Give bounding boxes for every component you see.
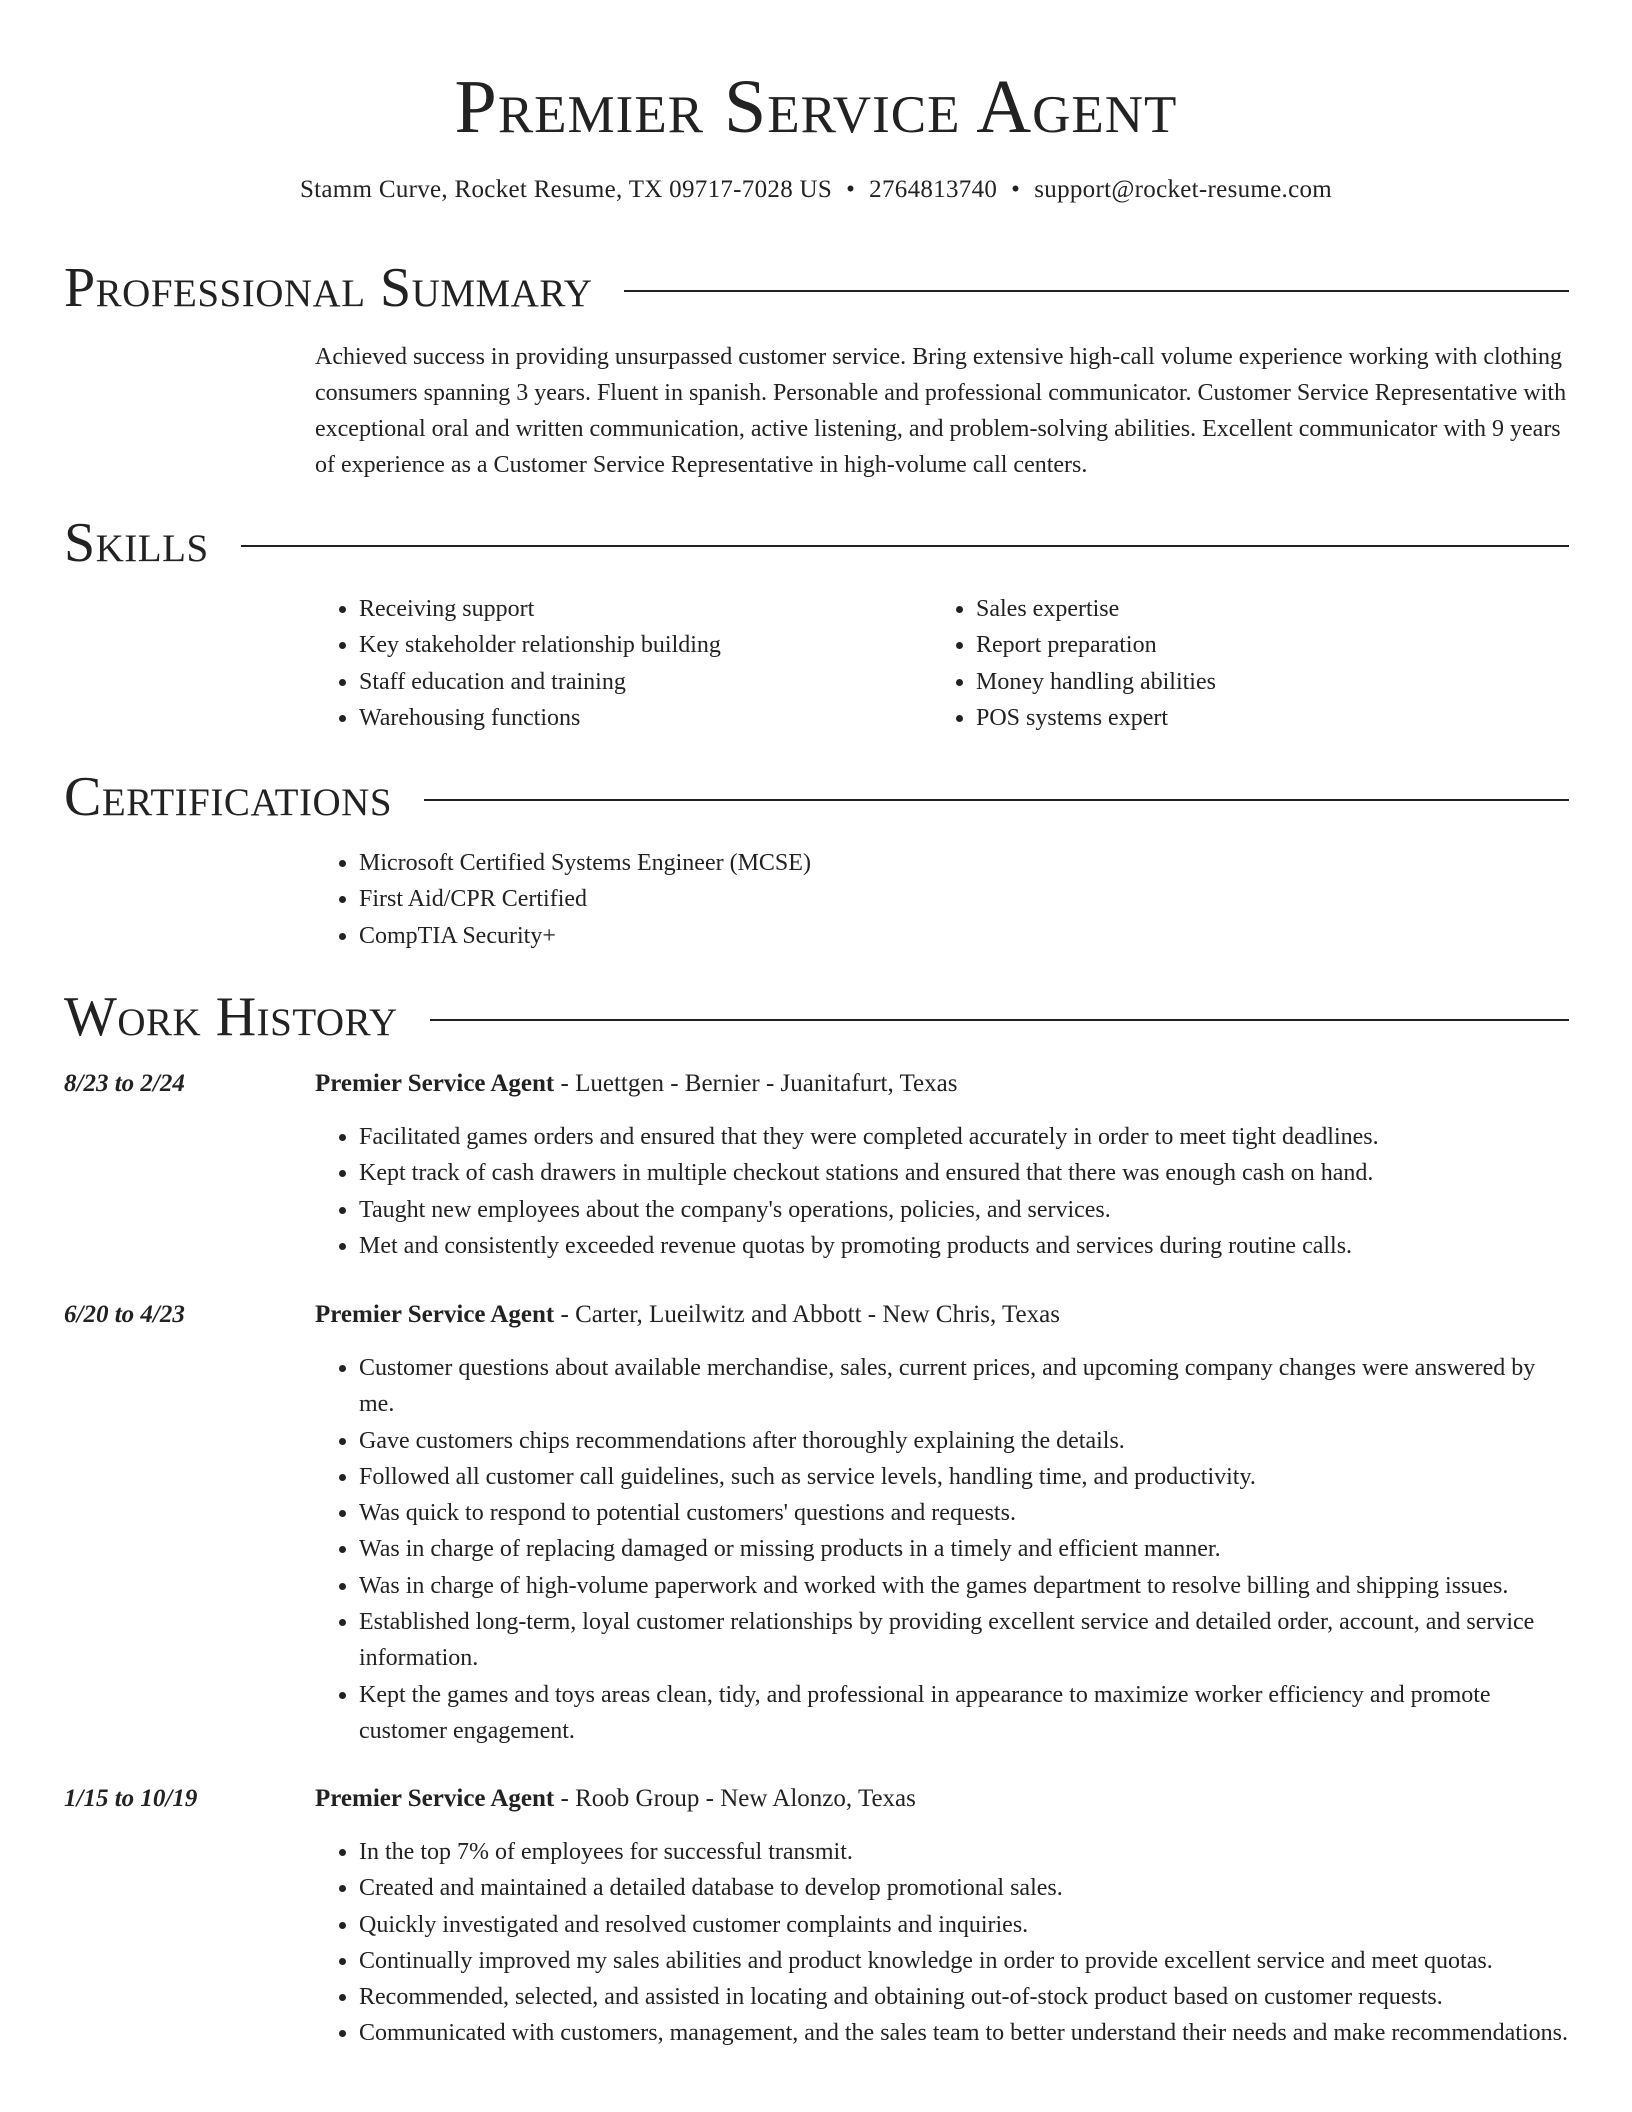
skills-section-header bbox=[64, 510, 1569, 576]
skill-item: • Receiving support bbox=[359, 591, 915, 627]
work-section-header bbox=[64, 984, 1569, 1050]
skills-list-right bbox=[932, 591, 1532, 736]
summary-title: Professional Summary bbox=[64, 257, 593, 319]
job-bullet: • Continually improved my sales abilities and product knowledge in order to provide excellent service and meet quotas. bbox=[359, 1943, 1570, 1979]
certification-item: • Microsoft Certified Systems Engineer (MCSE) bbox=[359, 845, 1570, 881]
job-header bbox=[64, 1066, 1570, 1102]
summary-section-header bbox=[64, 255, 1569, 321]
section-divider bbox=[624, 290, 1569, 292]
job-entry bbox=[64, 1297, 1570, 1749]
job-dates: 8/23 to 2/24 bbox=[64, 1070, 185, 1097]
job-bullet: • In the top 7% of employees for successful transmit. bbox=[359, 1834, 1570, 1870]
summary-text: Achieved success in providing unsurpassed customer service. Bring extensive high-call volume experience working with clothing consumers spanning 3 years. Fluent in spanish. Personable and professional communicator. Customer Service Representative with exceptional oral and written communication, active listening, and problem-solving abilities. Excellent communicator with 9 years of experience as a Customer Service Representative in high-volume call centers. bbox=[315, 344, 1567, 478]
contact-separator: • bbox=[846, 176, 856, 203]
job-bullet: • Was in charge of high-volume paperwork and worked with the games department to resolve billing and shipping issues. bbox=[359, 1568, 1570, 1604]
skills-column-right bbox=[932, 591, 1532, 736]
job-details: - Luettgen - Bernier - Juanitafurt, Texas bbox=[554, 1070, 958, 1097]
job-bullet-list bbox=[315, 1834, 1570, 2052]
job-details: - Carter, Lueilwitz and Abbott - New Chris, Texas bbox=[554, 1301, 1060, 1328]
job-entry bbox=[64, 1781, 1570, 2052]
contact-line bbox=[0, 173, 1632, 207]
job-bullet: • Gave customers chips recommendations after thoroughly explaining the details. bbox=[359, 1423, 1570, 1459]
job-bullet: • Was in charge of replacing damaged or missing products in a timely and efficient manner. bbox=[359, 1531, 1570, 1567]
job-header bbox=[64, 1781, 1570, 1817]
contact-phone: 2764813740 bbox=[869, 176, 998, 203]
candidate-name: Premier Service Agent bbox=[454, 65, 1178, 149]
job-bullet-list bbox=[315, 1350, 1570, 1749]
certifications-title: Certifications bbox=[64, 766, 393, 828]
job-bullet: • Customer questions about available merchandise, sales, current prices, and upcoming company changes were answered by me. bbox=[359, 1350, 1570, 1423]
job-title: Premier Service Agent bbox=[315, 1785, 555, 1812]
skills-title: Skills bbox=[64, 512, 209, 574]
job-bullets bbox=[315, 1834, 1570, 2052]
contact-email: support@rocket-resume.com bbox=[1034, 176, 1333, 203]
job-bullet: • Recommended, selected, and assisted in locating and obtaining out-of-stock product based on customer requests. bbox=[359, 1979, 1570, 2015]
skill-item: • Warehousing functions bbox=[359, 700, 915, 736]
skills-list-left bbox=[315, 591, 915, 736]
job-heading bbox=[315, 1297, 1060, 1333]
skill-item: • Key stakeholder relationship building bbox=[359, 627, 915, 663]
contact-address: Stamm Curve, Rocket Resume, TX 09717-7028 US bbox=[299, 176, 833, 203]
section-divider bbox=[241, 545, 1569, 547]
job-bullet: • Created and maintained a detailed database to develop promotional sales. bbox=[359, 1870, 1570, 1906]
job-header bbox=[64, 1297, 1570, 1333]
job-bullet: • Quickly investigated and resolved customer complaints and inquiries. bbox=[359, 1907, 1570, 1943]
certifications-section-header bbox=[64, 764, 1569, 830]
job-heading bbox=[315, 1781, 916, 1817]
job-bullet: • Was quick to respond to potential customers' questions and requests. bbox=[359, 1495, 1570, 1531]
job-bullet: • Established long-term, loyal customer relationships by providing excellent service and detailed order, account, and service information. bbox=[359, 1604, 1570, 1677]
job-bullet: • Kept the games and toys areas clean, tidy, and professional in appearance to maximize worker efficiency and promote customer engagement. bbox=[359, 1677, 1570, 1750]
skill-item: • Staff education and training bbox=[359, 664, 915, 700]
job-bullet: • Followed all customer call guidelines, such as service levels, handling time, and productivity. bbox=[359, 1459, 1570, 1495]
job-details: - Roob Group - New Alonzo, Texas bbox=[554, 1785, 916, 1812]
certification-item: • First Aid/CPR Certified bbox=[359, 881, 1570, 917]
certifications-column bbox=[315, 845, 1570, 954]
skill-item: • Report preparation bbox=[976, 627, 1532, 663]
certification-item: • CompTIA Security+ bbox=[359, 918, 1570, 954]
job-bullet-list bbox=[315, 1119, 1570, 1264]
job-bullets bbox=[315, 1350, 1570, 1749]
job-bullet: • Communicated with customers, management, and the sales team to better understand their needs and make recommendations. bbox=[359, 2015, 1570, 2051]
skill-item: • Money handling abilities bbox=[976, 664, 1532, 700]
skill-item: • POS systems expert bbox=[976, 700, 1532, 736]
job-entry bbox=[64, 1066, 1570, 1264]
work-title: Work History bbox=[64, 986, 398, 1048]
job-title: Premier Service Agent bbox=[315, 1070, 555, 1097]
job-bullet: • Taught new employees about the company's operations, policies, and services. bbox=[359, 1192, 1570, 1228]
job-dates: 6/20 to 4/23 bbox=[64, 1301, 185, 1328]
job-dates: 1/15 to 10/19 bbox=[64, 1785, 198, 1812]
job-title: Premier Service Agent bbox=[315, 1301, 555, 1328]
job-bullet: • Met and consistently exceeded revenue quotas by promoting products and services during routine calls. bbox=[359, 1228, 1570, 1264]
job-bullet: • Kept track of cash drawers in multiple checkout stations and ensured that there was enough cash on hand. bbox=[359, 1155, 1570, 1191]
job-bullets bbox=[315, 1119, 1570, 1264]
job-heading bbox=[315, 1066, 957, 1102]
section-divider bbox=[424, 799, 1569, 801]
section-divider bbox=[430, 1019, 1569, 1021]
skill-item: • Sales expertise bbox=[976, 591, 1532, 627]
contact-separator: • bbox=[1011, 176, 1021, 203]
job-bullet: • Facilitated games orders and ensured that they were completed accurately in order to meet tight deadlines. bbox=[359, 1119, 1570, 1155]
certifications-list bbox=[315, 845, 1570, 954]
skills-column-left bbox=[315, 591, 915, 736]
